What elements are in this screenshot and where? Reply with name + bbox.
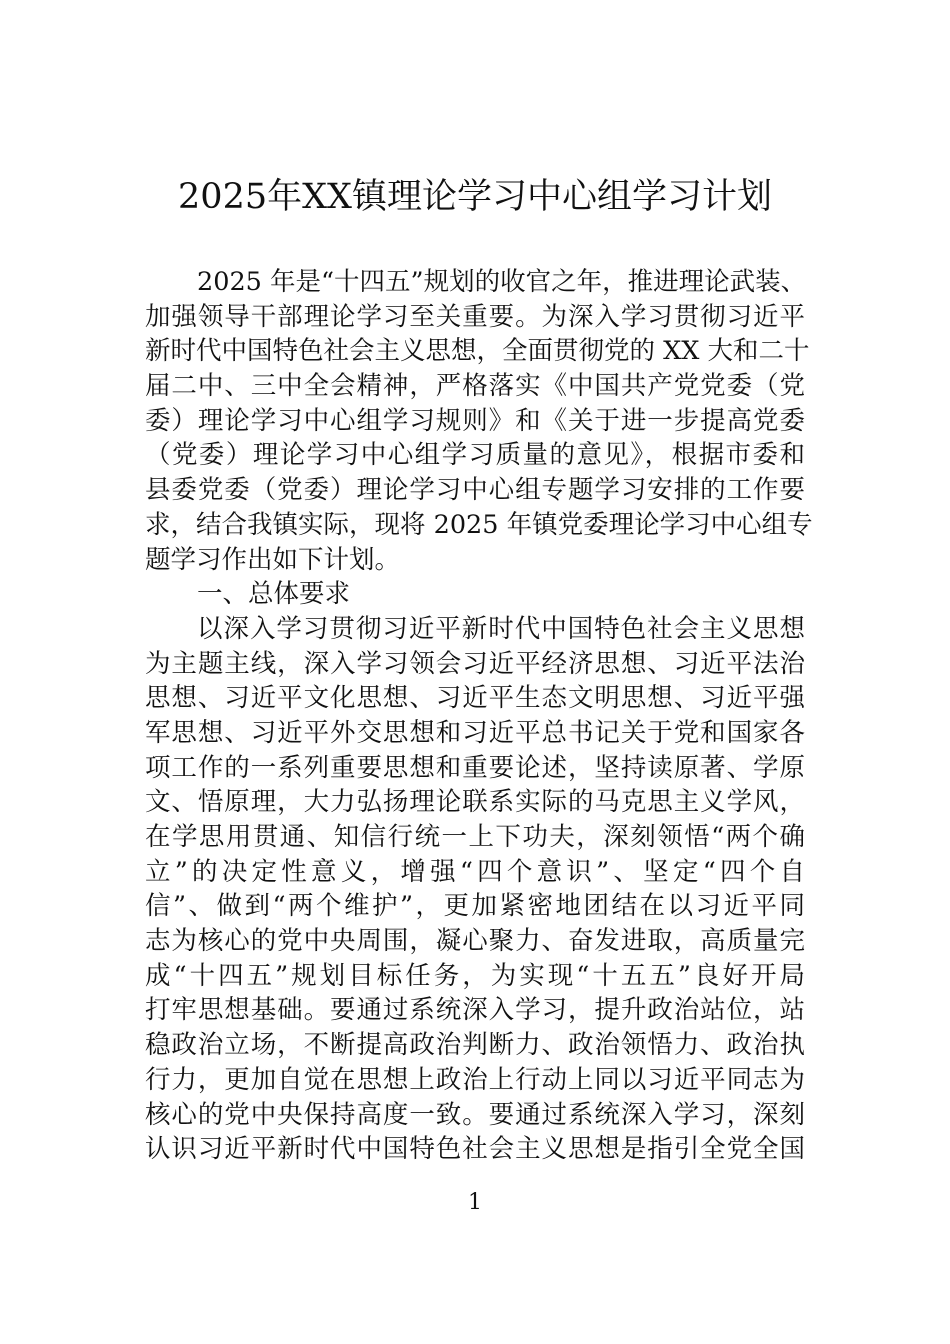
paragraph-line: 立”的决定性意义，增强“四个意识”、坚定“四个自: [145, 856, 805, 887]
document-body: [145, 265, 813, 1167]
paragraph-line: 在学思用贯通、知信行统一上下功夫，深刻领悟“两个确: [145, 822, 805, 852]
paragraph-line: 军思想、习近平外交思想和习近平总书记关于党和国家各: [145, 717, 805, 748]
paragraph-line: 以深入学习贯彻习近平新时代中国特色社会主义思想: [197, 613, 805, 644]
paragraph-line: 求，结合我镇实际，现将 2025 年镇党委理论学习中心组专: [145, 509, 813, 540]
paragraph-line: 信”、做到“两个维护”，更加紧密地团结在以习近平同: [145, 891, 805, 922]
paragraph-line: 加强领导干部理论学习至关重要。为深入学习贯彻习近平: [145, 301, 805, 332]
paragraph-line: 县委党委（党委）理论学习中心组专题学习安排的工作要: [145, 475, 805, 506]
document-title: 2025年XX镇理论学习中心组学习计划: [178, 177, 772, 217]
paragraph-line: 志为核心的党中央周围，凝心聚力、奋发进取，高质量完: [145, 926, 805, 957]
paragraph-line: 新时代中国特色社会主义思想，全面贯彻党的 XX 大和二十: [145, 336, 810, 367]
paragraph-line: 题学习作出如下计划。: [145, 544, 401, 575]
paragraph-line: 行力，更加自觉在思想上政治上行动上同以习近平同志为: [145, 1064, 805, 1095]
paragraph-line: 为主题主线，深入学习领会习近平经济思想、习近平法治: [145, 648, 805, 679]
paragraph-line: 2025 年是“十四五”规划的收官之年，推进理论武装、: [197, 267, 807, 297]
paragraph-line: 届二中、三中全会精神，严格落实《中国共产党党委（党: [145, 371, 805, 402]
paragraph-line: 核心的党中央保持高度一致。要通过系统深入学习，深刻: [145, 1099, 805, 1130]
paragraph-line: 思想、习近平文化思想、习近平生态文明思想、习近平强: [145, 683, 805, 714]
paragraph-line: 项工作的一系列重要思想和重要论述，坚持读原著、学原: [145, 752, 805, 783]
paragraph-line: （党委）理论学习中心组学习质量的意见》，根据市委和: [145, 440, 805, 471]
paragraph-line: 委）理论学习中心组学习规则》和《关于进一步提高党委: [145, 405, 805, 436]
paragraph-line: 文、悟原理，大力弘扬理论联系实际的马克思主义学风，: [145, 787, 805, 818]
section-heading: 一、总体要求: [197, 579, 351, 610]
page-number: 1: [468, 1190, 482, 1215]
paragraph-line: 稳政治立场，不断提高政治判断力、政治领悟力、政治执: [145, 1030, 805, 1061]
paragraph-line: 认识习近平新时代中国特色社会主义思想是指引全党全国: [145, 1134, 805, 1165]
paragraph-line: 打牢思想基础。要通过系统深入学习，提升政治站位，站: [145, 995, 805, 1026]
paragraph-line: 成“十四五”规划目标任务，为实现“十五五”良好开局: [145, 960, 805, 991]
